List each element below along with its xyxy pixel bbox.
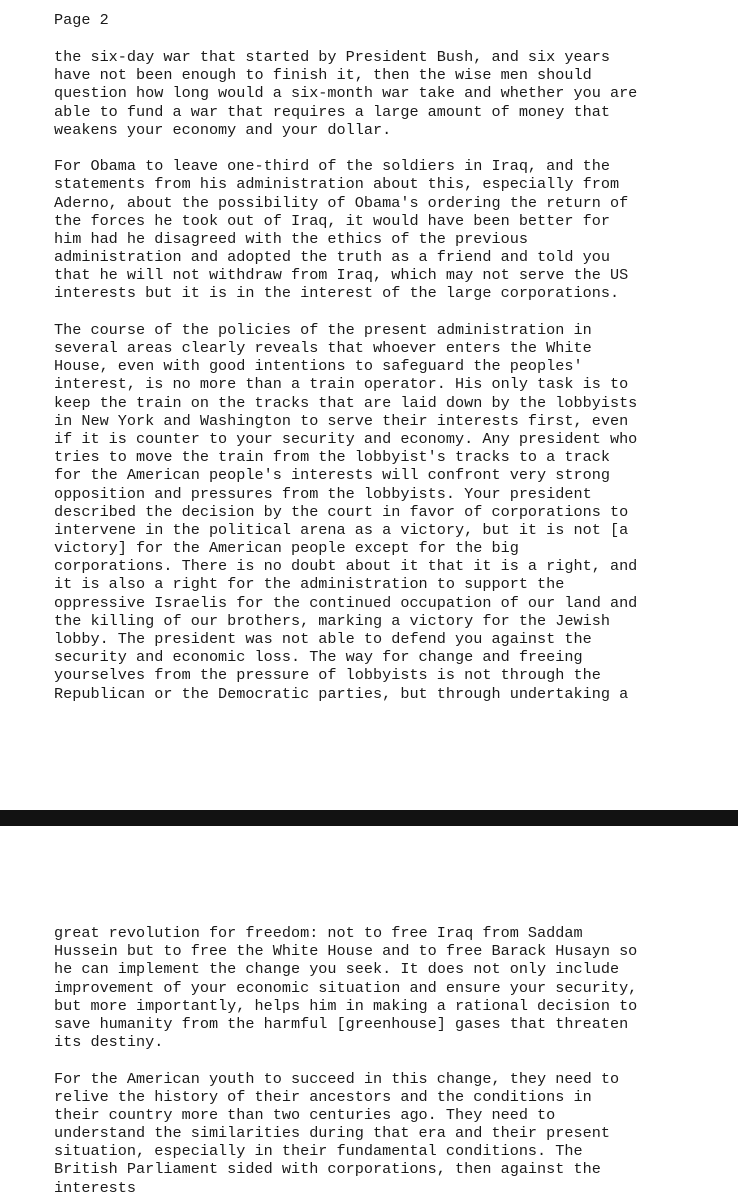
- text-line: if it is counter to your security and economy. Any president who: [54, 429, 638, 448]
- text-line: opposition and pressures from the lobbyists. Your president: [54, 484, 592, 503]
- text-line: relive the history of their ancestors and the conditions in: [54, 1087, 592, 1106]
- text-line: save humanity from the harmful [greenhouse] gases that threaten: [54, 1014, 629, 1033]
- text-line: intervene in the political arena as a victory, but it is not [a: [54, 520, 629, 539]
- paragraph: [54, 924, 738, 1051]
- page-number-label: Page 2: [54, 11, 109, 29]
- text-line: The course of the policies of the present administration in: [54, 320, 592, 339]
- text-line: House, even with good intentions to safeguard the peoples': [54, 357, 583, 376]
- text-line: question how long would a six-month war take and whether you are: [54, 84, 638, 103]
- text-line: in New York and Washington to serve their interests first, even: [54, 411, 629, 430]
- document-text-top: [54, 48, 738, 703]
- text-line: oppressive Israelis for the continued occupation of our land and: [54, 593, 638, 612]
- text-line: their country more than two centuries ago. They need to: [54, 1105, 556, 1124]
- text-line: improvement of your economic situation and ensure your security,: [54, 978, 638, 997]
- document-text-bottom: [54, 924, 738, 1197]
- text-line: keep the train on the tracks that are laid down by the lobbyists: [54, 393, 638, 412]
- text-line: situation, especially in their fundamental conditions. The: [54, 1142, 583, 1161]
- text-line: yourselves from the pressure of lobbyists is not through the: [54, 666, 601, 685]
- text-line: security and economic loss. The way for change and freeing: [54, 648, 583, 667]
- paragraph-gap: [54, 1051, 738, 1069]
- paragraph: [54, 321, 738, 703]
- text-line: Republican or the Democratic parties, but through undertaking a: [54, 684, 629, 703]
- text-line: he can implement the change you seek. It does not only include: [54, 960, 620, 979]
- text-line: several areas clearly reveals that whoever enters the White: [54, 339, 592, 357]
- text-line: interests: [54, 1178, 137, 1197]
- text-line: have not been enough to finish it, then the wise men should: [54, 66, 592, 85]
- text-line: lobby. The president was not able to defend you against the: [54, 630, 592, 648]
- text-line: great revolution for freedom: not to free Iraq from Saddam: [54, 924, 583, 942]
- paragraph-gap: [54, 139, 738, 157]
- text-line: but more importantly, helps him in making a rational decision to: [54, 996, 638, 1015]
- text-line: him had he disagreed with the ethics of the previous: [54, 229, 528, 248]
- paragraph: [54, 157, 738, 303]
- page-divider: [0, 810, 738, 826]
- text-line: able to fund a war that requires a large amount of money that: [54, 102, 610, 121]
- text-line: statements from his administration about this, especially from: [54, 175, 620, 194]
- text-line: victory] for the American people except for the big: [54, 539, 519, 558]
- text-line: interests but it is in the interest of the large corporations.: [54, 284, 620, 303]
- text-line: tries to move the train from the lobbyist's tracks to a track: [54, 448, 610, 467]
- text-line: understand the similarities during that era and their present: [54, 1124, 610, 1143]
- text-line: For Obama to leave one-third of the soldiers in Iraq, and the: [54, 157, 610, 176]
- text-line: corporations. There is no doubt about it that it is a right, and: [54, 557, 638, 576]
- text-line: that he will not withdraw from Iraq, which may not serve the US: [54, 266, 629, 285]
- text-line: the killing of our brothers, marking a victory for the Jewish: [54, 611, 610, 630]
- paragraph: [54, 48, 738, 139]
- text-line: Hussein but to free the White House and to free Barack Husayn so: [54, 942, 638, 961]
- paragraph-gap: [54, 303, 738, 321]
- text-line: its destiny.: [54, 1033, 164, 1052]
- text-line: interest, is no more than a train operator. His only task is to: [54, 375, 629, 394]
- text-line: described the decision by the court in favor of corporations to: [54, 502, 629, 521]
- text-line: weakens your economy and your dollar.: [54, 120, 392, 139]
- text-line: For the American youth to succeed in this change, they need to: [54, 1069, 620, 1088]
- text-line: British Parliament sided with corporations, then against the: [54, 1160, 601, 1179]
- text-line: Aderno, about the possibility of Obama's ordering the return of: [54, 193, 629, 212]
- text-line: the forces he took out of Iraq, it would have been better for: [54, 211, 610, 230]
- text-line: it is also a right for the administration to support the: [54, 575, 565, 594]
- paragraph: [54, 1070, 738, 1197]
- text-line: for the American people's interests will confront very strong: [54, 466, 610, 485]
- text-line: the six-day war that started by President Bush, and six years: [54, 48, 610, 66]
- text-line: administration and adopted the truth as a friend and told you: [54, 248, 610, 267]
